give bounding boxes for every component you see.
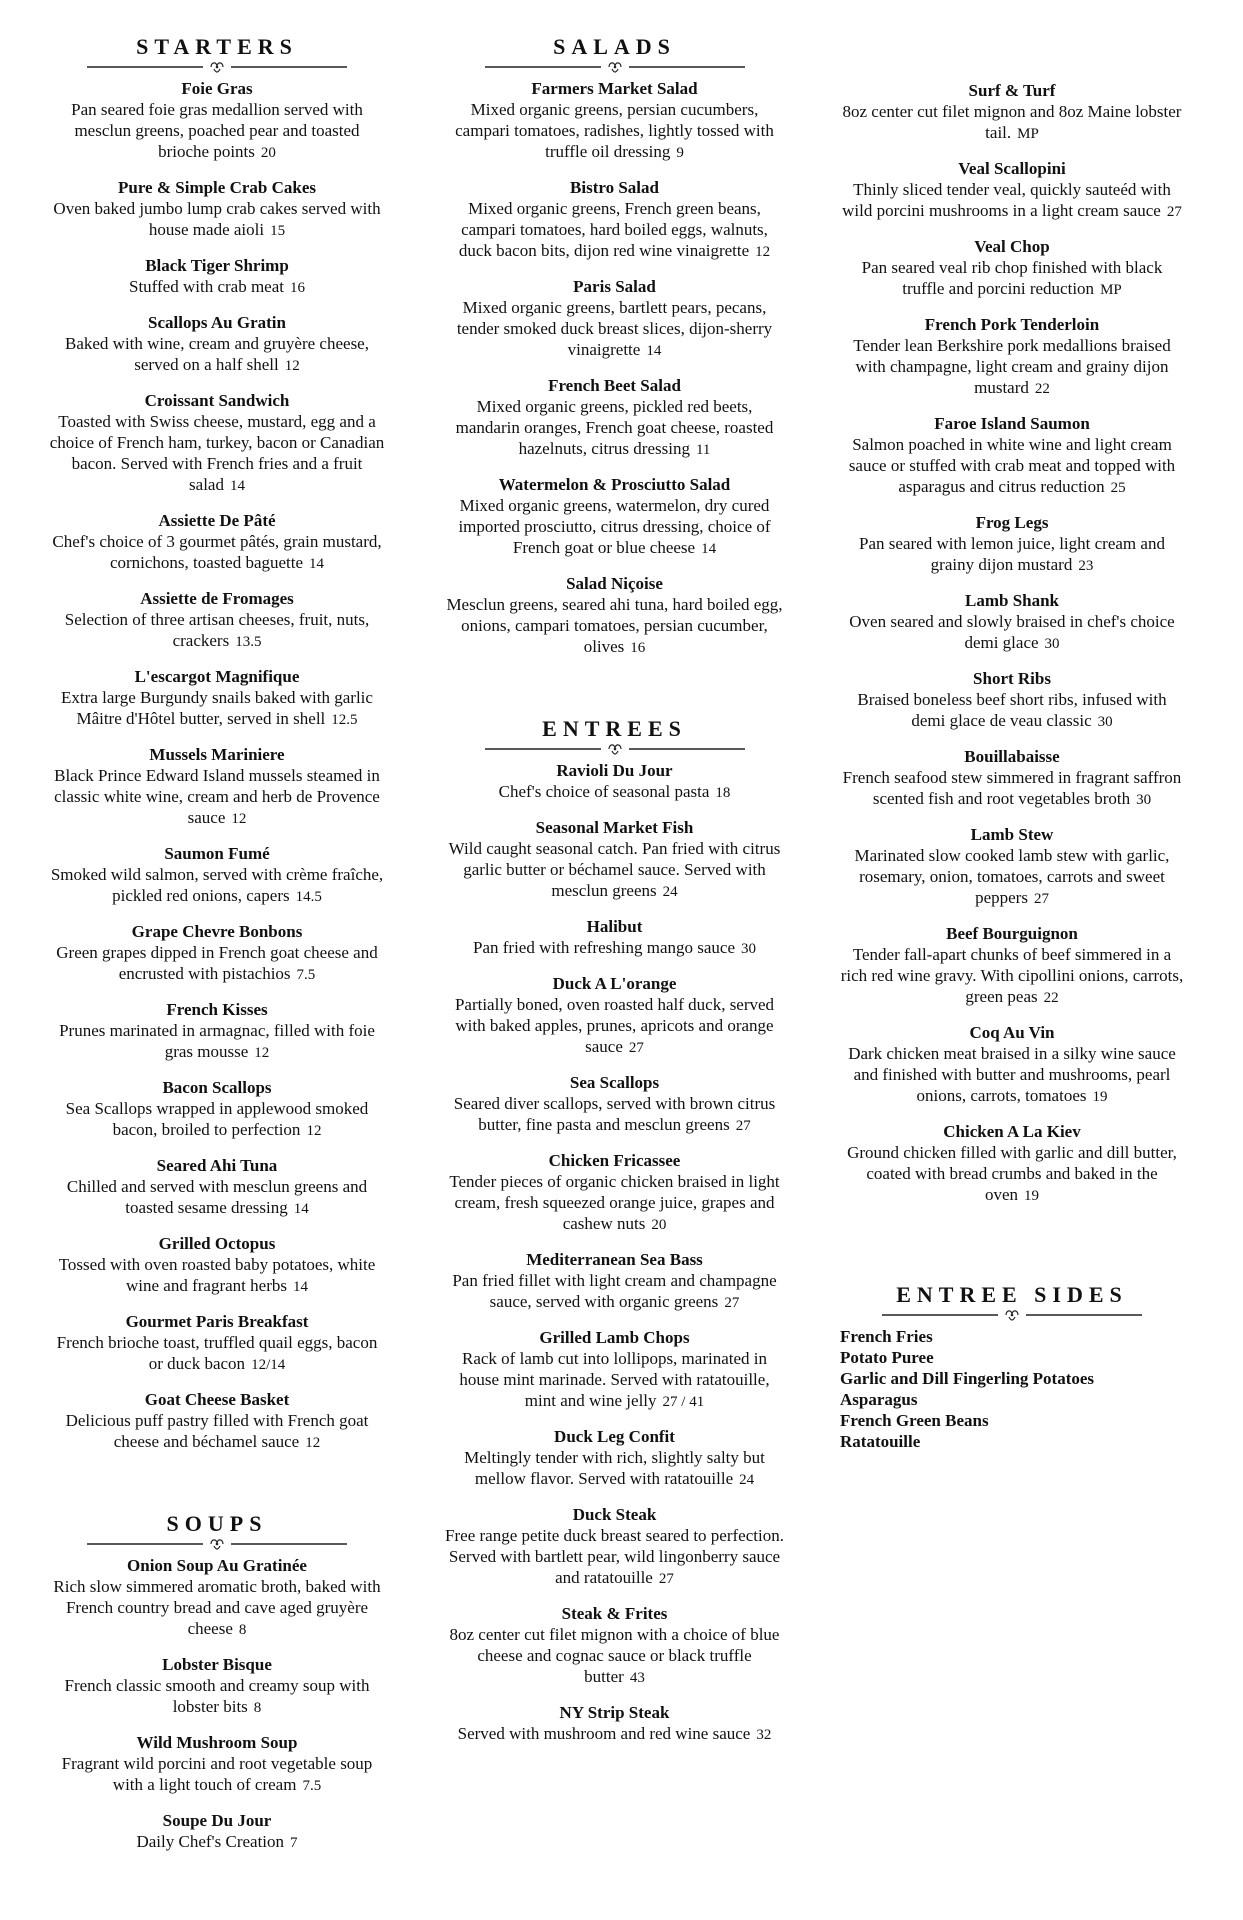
entree-sides-list	[840, 1326, 1184, 1452]
menu-item-details	[445, 994, 784, 1059]
menu-item-price: 43	[629, 1670, 645, 1686]
menu-item-description: Pan fried fillet with light cream and champagne sauce, served with organic greens	[452, 1271, 777, 1311]
menu-item-name: Croissant Sandwich	[144, 391, 290, 410]
menu-item-name: Scallops Au Gratin	[148, 313, 286, 332]
menu-item-details	[48, 411, 386, 497]
menu-item-description: Green grapes dipped in French goat cheese and encrusted with pistachios	[56, 943, 378, 983]
menu-item-name: French Beet Salad	[548, 376, 681, 395]
menu-item	[840, 314, 1184, 400]
menu-item-name: Saumon Fumé	[164, 844, 270, 863]
menu-item-description: Fragrant wild porcini and root vegetable soup with a light touch of cream	[61, 1754, 373, 1794]
menu-item-description: Rich slow simmered aromatic broth, baked with French country bread and cave aged gruyère cheese	[53, 1577, 381, 1638]
menu-item	[840, 1121, 1184, 1207]
menu-item-name: Wild Mushroom Soup	[136, 1733, 298, 1752]
menu-item-name: Salad Niçoise	[566, 574, 663, 593]
menu-item-price: 14	[293, 1201, 309, 1217]
soups-heading: SOUPS	[166, 1511, 268, 1536]
side-item: Garlic and Dill Fingerling Potatoes	[840, 1369, 1095, 1388]
menu-item	[48, 1810, 386, 1854]
side-item: Asparagus	[840, 1390, 918, 1409]
menu-item-name: Duck A L'orange	[552, 974, 677, 993]
menu-item-price: 30	[1044, 636, 1060, 652]
divider-ornament-icon	[445, 742, 784, 756]
menu-item-description: Mixed organic greens, persian cucumbers, campari tomatoes, radishes, lightly tossed with truffle oil dressing	[455, 100, 774, 161]
menu-item-description: Partially boned, oven roasted half duck, served with baked apples, prunes, apricots and orange sauce	[454, 995, 775, 1056]
menu-item-description: 8oz center cut filet mignon with a choice of blue cheese and cognac sauce or black truffle butter	[449, 1625, 780, 1686]
menu-item	[840, 80, 1184, 145]
entree-sides-section	[840, 1282, 1184, 1452]
menu-item-name: French Pork Tenderloin	[924, 315, 1100, 334]
menu-item	[48, 1233, 386, 1298]
menu-item-details	[445, 1093, 784, 1137]
menu-item-details	[445, 198, 784, 263]
menu-item-description: Chef's choice of seasonal pasta	[498, 782, 710, 801]
menu-item-name: Gourmet Paris Breakfast	[125, 1312, 309, 1331]
menu-item-price: 12	[284, 358, 300, 374]
menu-item-details	[48, 1410, 386, 1454]
menu-item-name: Lamb Shank	[964, 591, 1060, 610]
menu-item	[48, 1077, 386, 1142]
menu-item	[48, 78, 386, 164]
menu-item-name: Short Ribs	[973, 669, 1051, 688]
soups-section	[48, 1511, 386, 1854]
menu-item-price: 30	[741, 941, 756, 957]
menu-item-name: Halibut	[586, 917, 643, 936]
menu-item	[48, 999, 386, 1064]
divider-ornament-icon	[48, 1537, 386, 1551]
menu-item-price: 9	[676, 145, 684, 161]
menu-item	[445, 1072, 784, 1137]
menu-item-price: 25	[1110, 480, 1126, 496]
menu-item-price: 27	[735, 1118, 751, 1134]
menu-item-price: 14	[292, 1279, 308, 1295]
menu-item-name: Goat Cheese Basket	[144, 1390, 290, 1409]
menu-item	[48, 921, 386, 986]
menu-item-details	[48, 99, 386, 164]
menu-item	[445, 760, 784, 804]
menu-item	[445, 1426, 784, 1491]
menu-item-price: 27	[658, 1571, 674, 1587]
menu-item-name: Bouillabaisse	[964, 747, 1060, 766]
menu-item-description: Chilled and served with mesclun greens and toasted sesame dressing	[66, 1177, 368, 1217]
menu-item-description: Braised boneless beef short ribs, infused with demi glace de veau classic	[857, 690, 1167, 730]
menu-item-price: 27 / 41	[662, 1394, 705, 1410]
menu-item-description: Oven seared and slowly braised in chef's choice demi glace	[849, 612, 1175, 652]
menu-item-price: 15	[270, 223, 286, 239]
menu-item-details	[48, 531, 386, 575]
menu-item-details	[840, 611, 1184, 655]
menu-item-name: Seasonal Market Fish	[535, 818, 694, 837]
menu-item	[445, 1603, 784, 1689]
menu-item	[445, 973, 784, 1059]
entrees-heading: ENTREES	[542, 716, 687, 741]
menu-item-details	[445, 99, 784, 164]
menu-item-details	[48, 333, 386, 377]
menu-item	[840, 158, 1184, 223]
menu-item-price: 18	[715, 785, 731, 801]
menu-item-details	[840, 767, 1184, 811]
menu-item	[48, 255, 386, 299]
menu-item-description: Extra large Burgundy snails baked with garlic Mâitre d'Hôtel butter, served in shell	[61, 688, 373, 728]
menu-item	[445, 1150, 784, 1236]
entrees-list	[445, 760, 784, 1746]
menu-item-details	[48, 276, 386, 299]
menu-item-name: Soupe Du Jour	[162, 1811, 272, 1830]
menu-item-price: 7.5	[296, 967, 316, 983]
menu-item-details	[445, 1171, 784, 1236]
menu-item-price: 14	[646, 343, 662, 359]
menu-item-name: Paris Salad	[573, 277, 656, 296]
menu-item-name: Mussels Mariniere	[149, 745, 285, 764]
menu-item-name: Black Tiger Shrimp	[145, 256, 289, 275]
menu-item-details	[48, 1098, 386, 1142]
menu-item-price: 7	[290, 1835, 298, 1851]
menu-item	[445, 78, 784, 164]
menu-item	[445, 573, 784, 659]
menu-item-name: French Kisses	[166, 1000, 268, 1019]
menu-item	[48, 1732, 386, 1797]
menu-item	[840, 1022, 1184, 1108]
menu-item-details	[840, 179, 1184, 223]
menu-item	[840, 512, 1184, 577]
menu-item-name: Duck Steak	[572, 1505, 657, 1524]
menu-item-price: 16	[630, 640, 646, 656]
menu-item-description: Prunes marinated in armagnac, filled with foie gras mousse	[59, 1021, 375, 1061]
menu-item-name: Sea Scallops	[569, 1073, 660, 1092]
menu-item-description: Free range petite duck breast seared to perfection. Served with bartlett pear, wild lingonberry sauce and ratatouille	[445, 1526, 784, 1587]
menu-item	[48, 177, 386, 242]
menu-item	[445, 817, 784, 903]
menu-item-description: Mixed organic greens, pickled red beets, mandarin oranges, French goat cheese, roasted hazelnuts, citrus dressing	[455, 397, 774, 458]
menu-item-description: Served with mushroom and red wine sauce	[457, 1724, 751, 1743]
menu-item-description: Baked with wine, cream and gruyère cheese, served on a half shell	[65, 334, 369, 374]
side-item: Ratatouille	[840, 1432, 921, 1451]
menu-item-price: 11	[695, 442, 711, 458]
menu-item	[445, 1702, 784, 1746]
menu-item-name: Foie Gras	[181, 79, 253, 98]
menu-item	[48, 666, 386, 731]
menu-item-price: 12.5	[331, 712, 358, 728]
menu-item	[48, 1654, 386, 1719]
menu-item-details	[840, 1142, 1184, 1207]
menu-item-details	[48, 609, 386, 653]
menu-item-name: L'escargot Magnifique	[134, 667, 300, 686]
menu-item	[445, 276, 784, 362]
menu-item	[840, 824, 1184, 910]
menu-item-description: Toasted with Swiss cheese, mustard, egg and a choice of French ham, turkey, bacon or Canadian bacon. Served with French fries and a fruit salad	[49, 412, 385, 494]
menu-item	[840, 413, 1184, 499]
menu-item-description: Marinated slow cooked lamb stew with garlic, rosemary, onion, tomatoes, carrots and sweet peppers	[854, 846, 1170, 907]
menu-item-name: Lamb Stew	[970, 825, 1054, 844]
menu-item-description: Tender fall-apart chunks of beef simmered in a rich red wine gravy. With cipollini onions, carrots, green peas	[840, 945, 1184, 1006]
menu-item-description: Pan seared foie gras medallion served with mesclun greens, poached pear and toasted brioche points	[71, 100, 363, 161]
entrees-continued-list	[840, 80, 1184, 1207]
menu-item-price: 14	[309, 556, 325, 572]
side-item: French Fries	[840, 1327, 933, 1346]
menu-item-name: Pure & Simple Crab Cakes	[117, 178, 316, 197]
menu-item-description: French seafood stew simmered in fragrant saffron scented fish and root vegetables broth	[842, 768, 1182, 808]
divider-ornament-icon	[840, 1308, 1184, 1322]
menu-item-description: Mesclun greens, seared ahi tuna, hard boiled egg, onions, campari tomatoes, persian cucumber, olives	[446, 595, 783, 656]
menu-item-name: Watermelon & Prosciutto Salad	[498, 475, 731, 494]
menu-item	[445, 474, 784, 560]
menu-item-description: Tender pieces of organic chicken braised in light cream, fresh squeezed orange juice, grapes and cashew nuts	[449, 1172, 780, 1233]
menu-item-price: 20	[651, 1217, 667, 1233]
menu-item	[445, 177, 784, 263]
menu-item-details	[48, 1332, 386, 1376]
menu-item-details	[445, 1447, 784, 1491]
menu-item-name: Duck Leg Confit	[554, 1427, 675, 1446]
menu-item-name: Faroe Island Saumon	[934, 414, 1090, 433]
menu-item-details	[840, 434, 1184, 499]
menu-item-description: Chef's choice of 3 gourmet pâtés, grain mustard, cornichons, toasted baguette	[52, 532, 382, 572]
starters-list	[48, 78, 386, 1454]
menu-item-price: 12	[254, 1045, 270, 1061]
menu-item-description: Stuffed with crab meat	[128, 277, 284, 296]
menu-item	[840, 746, 1184, 811]
menu-item-details	[840, 1043, 1184, 1108]
side-item: French Green Beans	[840, 1411, 989, 1430]
menu-item	[445, 1504, 784, 1590]
menu-item-price: 14	[229, 478, 245, 494]
divider-ornament-icon	[445, 60, 784, 74]
menu-item	[840, 668, 1184, 733]
menu-item	[48, 390, 386, 497]
menu-item-name: Veal Scallopini	[958, 159, 1066, 178]
menu-item-price: 27	[1166, 204, 1182, 220]
starters-section	[48, 34, 386, 1454]
menu-item-price: 22	[1034, 381, 1050, 397]
menu-item-name: Assiette de Fromages	[140, 589, 294, 608]
menu-item-description: Selection of three artisan cheeses, fruit, nuts, crackers	[64, 610, 370, 650]
menu-item-price: 30	[1136, 792, 1152, 808]
menu-item-details	[445, 1723, 784, 1746]
menu-item	[48, 510, 386, 575]
menu-item-description: Thinly sliced tender veal, quickly sauteéd with wild porcini mushrooms in a light cream sauce	[842, 180, 1171, 220]
menu-item-price: 14.5	[295, 889, 322, 905]
menu-item-description: Meltingly tender with rich, slightly salty but mellow flavor. Served with ratatouille	[464, 1448, 765, 1488]
menu-item-details	[445, 1270, 784, 1314]
menu-item	[840, 590, 1184, 655]
menu-item-description: Rack of lamb cut into lollipops, marinated in house mint marinade. Served with ratatouille, mint and wine jelly	[459, 1349, 770, 1410]
menu-item	[48, 1155, 386, 1220]
menu-item-details	[445, 297, 784, 362]
menu-item-price: 7.5	[302, 1778, 322, 1794]
menu-item-name: Onion Soup Au Gratinée	[127, 1556, 307, 1575]
menu-item-details	[48, 1753, 386, 1797]
menu-item-description: Pan seared with lemon juice, light cream and grainy dijon mustard	[859, 534, 1165, 574]
menu-item-name: Surf & Turf	[968, 81, 1056, 100]
menu-item-details	[445, 1624, 784, 1689]
menu-item-details	[48, 687, 386, 731]
menu-item	[48, 744, 386, 830]
menu-item-name: Coq Au Vin	[969, 1023, 1055, 1042]
menu-item-price: 19	[1024, 1188, 1040, 1204]
menu-item-price: 24	[662, 884, 678, 900]
menu-item	[840, 923, 1184, 1009]
menu-item-name: Mediterranean Sea Bass	[526, 1250, 703, 1269]
menu-item-details	[445, 396, 784, 461]
menu-item-price: 20	[260, 145, 276, 161]
menu-item-description: French classic smooth and creamy soup with lobster bits	[64, 1676, 370, 1716]
menu-item-description: Mixed organic greens, French green beans, campari tomatoes, hard boiled eggs, walnuts, duck bacon bits, dijon red wine vinaigrette	[458, 199, 768, 260]
menu-item	[48, 1311, 386, 1376]
menu-item-details	[840, 257, 1184, 301]
menu-item	[48, 843, 386, 908]
menu-item-name: Steak & Frites	[561, 1604, 668, 1623]
menu-item-details	[48, 1020, 386, 1064]
menu-item-description: Black Prince Edward Island mussels steamed in classic white wine, cream and herb de Provence sauce	[54, 766, 380, 827]
menu-item-details	[445, 1525, 784, 1590]
menu-item-description: Pan seared veal rib chop finished with black truffle and porcini reduction	[861, 258, 1163, 298]
menu-item-details	[48, 765, 386, 830]
menu-item-name: Frog Legs	[975, 513, 1049, 532]
menu-item-name: Assiette De Pâté	[158, 511, 276, 530]
menu-item-name: Chicken A La Kiev	[943, 1122, 1081, 1141]
menu-item-price: MP	[1100, 282, 1122, 298]
menu-item-details	[48, 1576, 386, 1641]
soups-list	[48, 1555, 386, 1854]
menu-item-details	[840, 689, 1184, 733]
salads-section	[445, 34, 784, 659]
menu-item-price: 27	[1033, 891, 1049, 907]
menu-column-middle	[445, 34, 784, 1759]
menu-item-name: Grilled Octopus	[158, 1234, 276, 1253]
menu-item-description: Sea Scallops wrapped in applewood smoked bacon, broiled to perfection	[65, 1099, 369, 1139]
menu-item	[840, 236, 1184, 301]
menu-item-details	[48, 1176, 386, 1220]
menu-item-price: 30	[1097, 714, 1113, 730]
menu-item-name: NY Strip Steak	[559, 1703, 670, 1722]
menu-item-name: Bistro Salad	[570, 178, 659, 197]
entrees-continued-section	[840, 80, 1184, 1207]
menu-item-name: Bacon Scallops	[162, 1078, 272, 1097]
menu-item	[445, 916, 784, 960]
menu-item-name: Grape Chevre Bonbons	[131, 922, 303, 941]
menu-item-name: Lobster Bisque	[162, 1655, 272, 1674]
menu-item-description: Seared diver scallops, served with brown citrus butter, fine pasta and mesclun greens	[453, 1094, 776, 1134]
menu-item-price: 27	[628, 1040, 644, 1056]
menu-item-description: 8oz center cut filet mignon and 8oz Maine lobster tail.	[842, 102, 1182, 142]
menu-item-price: 22	[1043, 990, 1059, 1006]
menu-item-name: Seared Ahi Tuna	[156, 1156, 278, 1175]
menu-item-price: MP	[1017, 126, 1039, 142]
menu-item	[48, 1555, 386, 1641]
menu-item	[445, 375, 784, 461]
menu-item	[48, 1389, 386, 1454]
menu-item-description: Pan fried with refreshing mango sauce	[473, 938, 735, 957]
menu-item-details	[48, 1831, 386, 1854]
entrees-section	[445, 716, 784, 1746]
menu-item	[48, 312, 386, 377]
menu-item-description: Ground chicken filled with garlic and dill butter, coated with bread crumbs and baked in the oven	[847, 1143, 1177, 1204]
menu-item-description: Delicious puff pastry filled with French goat cheese and béchamel sauce	[65, 1411, 369, 1451]
menu-item	[445, 1249, 784, 1314]
menu-item-details	[445, 838, 784, 903]
starters-heading: STARTERS	[136, 34, 298, 59]
menu-item-details	[48, 1675, 386, 1719]
menu-item-name: Beef Bourguignon	[946, 924, 1078, 943]
menu-item-price: 12	[755, 244, 771, 260]
menu-item-name: Chicken Fricassee	[548, 1151, 681, 1170]
menu-item-description: Smoked wild salmon, served with crème fraîche, pickled red onions, capers	[50, 865, 384, 905]
menu-item-details	[445, 495, 784, 560]
menu-item-details	[840, 335, 1184, 400]
menu-item-description: Tossed with oven roasted baby potatoes, white wine and fragrant herbs	[58, 1255, 376, 1295]
menu-item-details	[840, 533, 1184, 577]
menu-item-price: 12	[231, 811, 247, 827]
menu-item-description: Dark chicken meat braised in a silky wine sauce and finished with butter and mushrooms, pearl onions, carrots, tomatoes	[848, 1044, 1176, 1105]
menu-item-description: Tender lean Berkshire pork medallions braised with champagne, light cream and grainy dijon mustard	[853, 336, 1171, 397]
menu-item-description: French brioche toast, truffled quail eggs, bacon or duck bacon	[56, 1333, 378, 1373]
menu-column-right	[840, 80, 1184, 1452]
menu-item-price: 19	[1092, 1089, 1108, 1105]
menu-item	[445, 1327, 784, 1413]
menu-item-price: 32	[756, 1727, 772, 1743]
menu-item-description: Oven baked jumbo lump crab cakes served with house made aioli	[53, 199, 381, 239]
menu-item-price: 13.5	[235, 634, 262, 650]
menu-item-details	[445, 781, 784, 804]
salads-heading: SALADS	[553, 34, 676, 59]
menu-item-price: 27	[724, 1295, 740, 1311]
menu-item-description: Mixed organic greens, watermelon, dry cured imported prosciutto, citrus dressing, choice of French goat or blue cheese	[458, 496, 771, 557]
menu-item-price: 12	[305, 1435, 321, 1451]
menu-item-name: Ravioli Du Jour	[556, 761, 673, 780]
menu-item-price: 16	[290, 280, 305, 296]
menu-item-price: 12	[306, 1123, 322, 1139]
salads-list	[445, 78, 784, 659]
menu-item-price: 23	[1078, 558, 1094, 574]
menu-item-details	[48, 864, 386, 908]
menu-item-description: Daily Chef's Creation	[136, 1832, 285, 1851]
menu-item-price: 8	[238, 1622, 247, 1638]
menu-item-price: 12/14	[251, 1357, 286, 1373]
menu-item-details	[48, 1254, 386, 1298]
menu-item-details	[840, 845, 1184, 910]
menu-column-left	[48, 34, 386, 1867]
menu-item-details	[445, 594, 784, 659]
menu-item-price: 24	[739, 1472, 755, 1488]
menu-item-details	[48, 942, 386, 986]
menu-item-details	[48, 198, 386, 242]
menu-item-details	[840, 101, 1184, 145]
menu-item-name: Grilled Lamb Chops	[539, 1328, 690, 1347]
menu-item-name: Veal Chop	[974, 237, 1050, 256]
menu-item-details	[445, 1348, 784, 1413]
menu-item-details	[445, 937, 784, 960]
menu-item-details	[840, 944, 1184, 1009]
menu-item-price: 14	[701, 541, 717, 557]
menu-item-description: Salmon poached in white wine and light cream sauce or stuffed with crab meat and topped with asparagus and citrus reduction	[848, 435, 1176, 496]
menu-item	[48, 588, 386, 653]
menu-item-description: Mixed organic greens, bartlett pears, pecans, tender smoked duck breast slices, dijon-sherry vinaigrette	[456, 298, 773, 359]
entree-sides-heading: ENTREE SIDES	[896, 1282, 1128, 1307]
menu-item-description: Wild caught seasonal catch. Pan fried with citrus garlic butter or béchamel sauce. Served with mesclun greens	[448, 839, 781, 900]
menu-item-name: Farmers Market Salad	[531, 79, 698, 98]
divider-ornament-icon	[48, 60, 386, 74]
menu-item-price: 8	[253, 1700, 262, 1716]
side-item: Potato Puree	[840, 1348, 934, 1367]
